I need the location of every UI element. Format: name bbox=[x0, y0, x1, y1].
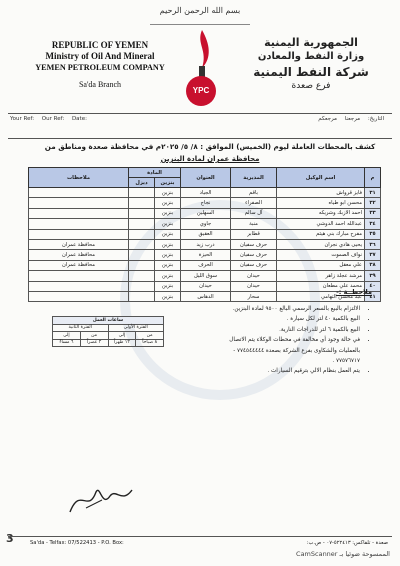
date-label: Date: bbox=[71, 116, 87, 122]
notes-cell bbox=[29, 271, 129, 281]
footer-english: Sa'da - Telfax: 07/522413 - P.O. Box: bbox=[30, 540, 124, 546]
table-row bbox=[29, 250, 381, 260]
row-number: ٣١ bbox=[365, 188, 381, 198]
row-number: ٣٨ bbox=[365, 260, 381, 270]
note-item: • يتم العمل بنظام الالي بترقيم السيارات . bbox=[220, 366, 360, 376]
district-name: حيدان bbox=[231, 281, 277, 291]
notes-cell bbox=[29, 208, 129, 218]
district-name: آل سالم bbox=[231, 208, 277, 218]
diesel-cell bbox=[129, 239, 155, 249]
en-republic: REPUBLIC OF YEMEN bbox=[51, 40, 149, 50]
petrol-cell: بنزين bbox=[155, 281, 181, 291]
diesel-cell bbox=[129, 219, 155, 229]
district-name: قطابر bbox=[231, 229, 277, 239]
notes-list bbox=[220, 304, 370, 377]
reference-bar bbox=[8, 113, 392, 139]
row-number: ٣٧ bbox=[365, 250, 381, 260]
table-row bbox=[29, 219, 381, 229]
ar-ministry: وزارة النفط والمعادن bbox=[257, 51, 365, 62]
petrol-cell: بنزين bbox=[155, 208, 181, 218]
address-name: العقيق bbox=[181, 229, 231, 239]
notes-title: ملاحظــة :- bbox=[336, 288, 372, 296]
row-number: ٣٩ bbox=[365, 271, 381, 281]
notes-cell bbox=[29, 229, 129, 239]
company-logo: YPC bbox=[186, 76, 216, 106]
petrol-cell: بنزين bbox=[155, 229, 181, 239]
table-row bbox=[29, 198, 381, 208]
ar-your-ref-label: مرجعكم bbox=[318, 116, 337, 122]
address-name: الحرف bbox=[181, 260, 231, 270]
stations-table bbox=[28, 167, 381, 302]
stations-table-body bbox=[29, 188, 381, 302]
p2-to-value: ٦ مساءً bbox=[53, 339, 81, 347]
address-name: نجاج bbox=[181, 198, 231, 208]
district-name: الصفراء bbox=[231, 198, 277, 208]
note-item: • البيع بالكمية ٦ لتر للدراجات النارية. bbox=[220, 325, 360, 335]
agent-name: مفرح مبارك بني هيثم bbox=[277, 229, 365, 239]
district-name: حيدان bbox=[231, 271, 277, 281]
address-name: السهلين bbox=[181, 208, 231, 218]
district-name: حرف سفيان bbox=[231, 239, 277, 249]
hours-title: ساعات العمل bbox=[53, 317, 164, 325]
diesel-cell bbox=[129, 281, 155, 291]
basmala-header: بسم الله الرحمن الرحيم bbox=[150, 6, 250, 25]
address-name: الدهاس bbox=[181, 291, 231, 301]
district-name: منبة bbox=[231, 219, 277, 229]
address-name: درب زيد bbox=[181, 239, 231, 249]
notes-cell bbox=[29, 188, 129, 198]
period2-label: الفترة الثانية bbox=[53, 324, 109, 332]
camscanner-label: الممسوحة ضوئيا بـ CamScanner bbox=[296, 550, 390, 558]
our-ref-label: Our Ref: bbox=[41, 116, 65, 122]
ar-company: شركة النفط اليمنية bbox=[253, 65, 369, 79]
diesel-cell bbox=[129, 271, 155, 281]
note-item: • في حالة وجود أي مخالفة في محطات الوكلاء يتم الاتصال بالعمليات والشكاوى بفرع الشركة بصعدة ٧٧٤٥٤٤٤٤٤ - ٧٧٥٧٦٧١٧ . bbox=[220, 335, 360, 366]
table-row bbox=[29, 281, 381, 291]
handwritten-signature bbox=[66, 478, 136, 518]
notes-cell: محافظة عمران bbox=[29, 239, 129, 249]
address-name: جاوي bbox=[181, 219, 231, 229]
district-name: باقم bbox=[231, 188, 277, 198]
row-number: ٣٥ bbox=[365, 229, 381, 239]
header-notes: ملاحظات bbox=[29, 168, 129, 188]
table-row bbox=[29, 188, 381, 198]
address-name: الجياد bbox=[181, 188, 231, 198]
row-number: ٤١ bbox=[365, 291, 381, 301]
table-row bbox=[29, 260, 381, 270]
document-subtitle: محافظة عمران لمادة البنزين bbox=[160, 155, 260, 163]
header-address: العنوان bbox=[181, 168, 231, 188]
row-number: ٤٠ bbox=[365, 281, 381, 291]
footer bbox=[8, 536, 392, 551]
ref-bar-arabic bbox=[210, 116, 390, 122]
en-company: YEMEN PETROLEUM COMPANY bbox=[35, 63, 165, 72]
address-name: الحيزة bbox=[181, 250, 231, 260]
row-number: ٣٢ bbox=[365, 198, 381, 208]
petrol-cell: بنزين bbox=[155, 219, 181, 229]
p1-to-value: ١٢ ظهراً bbox=[108, 339, 136, 347]
english-letterhead bbox=[30, 40, 170, 90]
table-row bbox=[29, 271, 381, 281]
p1-to-label: إلى bbox=[108, 332, 136, 340]
table-row bbox=[29, 291, 381, 301]
header-district: المديرية bbox=[231, 168, 277, 188]
en-ministry: Ministry of Oil And Mineral bbox=[45, 51, 155, 61]
petrol-cell: بنزين bbox=[155, 239, 181, 249]
footer-arabic: صعدة - تلفاكس: ٥٢٢٤١٣-٠٧ - ص.ب: bbox=[306, 540, 388, 546]
district-name: حرف سفيان bbox=[231, 250, 277, 260]
p2-from-value: ٢ عصراً bbox=[80, 339, 108, 347]
petrol-cell: بنزين bbox=[155, 260, 181, 270]
diesel-cell bbox=[129, 260, 155, 270]
notes-cell bbox=[29, 219, 129, 229]
table-row bbox=[29, 229, 381, 239]
diesel-cell bbox=[129, 188, 155, 198]
petrol-cell: بنزين bbox=[155, 271, 181, 281]
header-num: م bbox=[365, 168, 381, 188]
agent-name: مرشد عجلة زاهر bbox=[277, 271, 365, 281]
ref-bar-english bbox=[10, 116, 190, 122]
petrol-cell: بنزين bbox=[155, 188, 181, 198]
your-ref-label: Your Ref: bbox=[10, 116, 35, 122]
note-item: • الالتزام بالبيع بالسعر الرسمي البالغ ٩٥٠٠ لمادة البنزين. bbox=[220, 304, 360, 314]
p2-to-label: إلى bbox=[53, 332, 81, 340]
agent-name: نواف الصموت bbox=[277, 250, 365, 260]
agent-name: محسن ابو طياه bbox=[277, 198, 365, 208]
row-number: ٣٤ bbox=[365, 219, 381, 229]
ar-ref-label: مرجعنا bbox=[344, 116, 361, 122]
petrol-cell: بنزين bbox=[155, 198, 181, 208]
p1-from-value: ٨ صباحاً bbox=[136, 339, 164, 347]
working-hours-table bbox=[52, 316, 164, 347]
page-number: 3 bbox=[6, 532, 14, 545]
p2-from-label: من bbox=[80, 332, 108, 340]
diesel-cell bbox=[129, 229, 155, 239]
diesel-cell bbox=[129, 208, 155, 218]
address-name: حيدان bbox=[181, 281, 231, 291]
notes-cell: محافظة عمران bbox=[29, 250, 129, 260]
notes-cell bbox=[29, 198, 129, 208]
address-name: سوق الليل bbox=[181, 271, 231, 281]
period1-label: الفترة الأولى bbox=[108, 324, 164, 332]
diesel-cell bbox=[129, 250, 155, 260]
row-number: ٣٣ bbox=[365, 208, 381, 218]
header-diesel: ديزل bbox=[129, 178, 155, 188]
notes-cell bbox=[29, 291, 129, 301]
note-item: • البيع بالكمية ٤٠ لتر لكل سيارة . bbox=[220, 314, 360, 324]
district-name: حرف سفيان bbox=[231, 260, 277, 270]
p1-from-label: من bbox=[136, 332, 164, 340]
district-name: سحار bbox=[231, 291, 277, 301]
en-branch: Sa'da Branch bbox=[78, 80, 122, 89]
agent-name: علي معقل bbox=[277, 260, 365, 270]
agent-name: احمد الازبك وشريكه bbox=[277, 208, 365, 218]
diesel-cell bbox=[129, 291, 155, 301]
table-row bbox=[29, 239, 381, 249]
agent-name: يحيى هادي نجران bbox=[277, 239, 365, 249]
arabic-letterhead bbox=[246, 36, 376, 93]
agent-name: عبد محسن التهامي bbox=[277, 291, 365, 301]
ar-republic: الجمهورية اليمنية bbox=[264, 36, 358, 49]
petrol-cell: بنزين bbox=[155, 250, 181, 260]
notes-cell: محافظة عمران bbox=[29, 260, 129, 270]
table-row bbox=[29, 208, 381, 218]
header-material: المادة bbox=[129, 168, 181, 178]
diesel-cell bbox=[129, 198, 155, 208]
notes-cell bbox=[29, 281, 129, 291]
document-title: كشف بالمحطات العاملة ليوم (الخميس) الموافق : ٨/ ٥/ ٢٠٢٥م في محافظة صعدة ومناطق من bbox=[44, 142, 376, 151]
header-agent: اسم الوكيل bbox=[277, 168, 365, 188]
ar-branch: فرع صعدة bbox=[291, 81, 331, 91]
agent-name: محمد علي مطعان bbox=[277, 281, 365, 291]
petrol-cell: بنزين bbox=[155, 291, 181, 301]
row-number: ٣٦ bbox=[365, 239, 381, 249]
agent-name: عبدالله احمد الدوشي bbox=[277, 219, 365, 229]
ar-date-label: التاريخ: bbox=[367, 116, 384, 122]
agent-name: فايز قرواش bbox=[277, 188, 365, 198]
header-petrol: بنزين bbox=[155, 178, 181, 188]
